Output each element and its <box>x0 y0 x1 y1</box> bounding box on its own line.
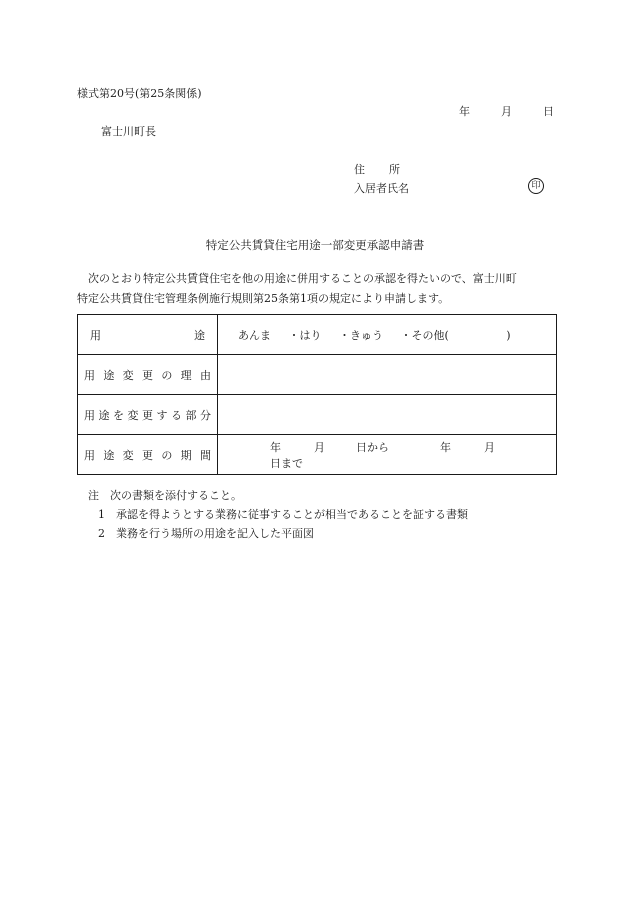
usage-row <box>78 315 557 355</box>
address-label: 住所 <box>354 163 424 176</box>
seal-mark: 印 <box>528 178 544 194</box>
notes-item-2: 2 業務を行う場所の用途を記入した平面図 <box>98 527 314 540</box>
usage-label-right: 途 <box>194 328 205 342</box>
part-label: 用途を変更する部分 <box>78 395 218 435</box>
application-date <box>459 103 554 119</box>
usage-option-other[interactable]: ・その他( <box>400 328 449 342</box>
statement-line-2: 特定公共賃貸住宅管理条例施行規則第25条第1項の規定により申請します。 <box>77 292 450 305</box>
usage-label-cell <box>78 315 218 355</box>
part-field[interactable] <box>218 395 557 435</box>
period-row <box>78 435 557 475</box>
period-day-to: 日まで <box>270 456 303 470</box>
usage-option-anma[interactable]: あんま <box>238 328 271 342</box>
period-label: 用途変更の期間 <box>78 435 218 475</box>
statement-line-1: 次のとおり特定公共賃貸住宅を他の用途に併用することの承認を得たいので、富士川町 <box>88 272 517 285</box>
form-number: 様式第20号(第25条関係) <box>77 87 202 100</box>
period-month-to: 月 <box>484 440 495 454</box>
notes-item-1: 1 承認を得ようとする業務に従事することが相当であることを証する書類 <box>98 508 468 521</box>
period-field[interactable] <box>218 435 557 475</box>
date-month: 月 <box>501 105 512 118</box>
reason-field[interactable] <box>218 355 557 395</box>
part-row <box>78 395 557 435</box>
date-day: 日 <box>543 105 554 118</box>
period-month-from: 月 <box>314 440 325 454</box>
usage-option-hari[interactable]: ・はり <box>288 328 322 342</box>
usage-option-other-close: ) <box>506 328 511 342</box>
resident-name-label: 入居者氏名 <box>354 182 409 195</box>
reason-label: 用途変更の理由 <box>78 355 218 395</box>
application-table <box>77 314 557 475</box>
date-year: 年 <box>459 105 470 118</box>
period-year-to: 年 <box>440 440 451 454</box>
usage-options-cell[interactable] <box>218 315 557 355</box>
period-year-from: 年 <box>270 440 281 454</box>
usage-label-left: 用 <box>90 328 101 342</box>
usage-option-kyu[interactable]: ・きゅう <box>339 328 383 342</box>
reason-row <box>78 355 557 395</box>
notes-heading: 注 次の書類を添付すること。 <box>88 489 242 502</box>
notes <box>88 486 558 543</box>
period-day-from: 日から <box>356 440 389 454</box>
request-statement <box>77 269 557 309</box>
document-title: 特定公共賃貸住宅用途一部変更承認申請書 <box>205 238 425 252</box>
addressee: 富士川町長 <box>101 125 156 138</box>
